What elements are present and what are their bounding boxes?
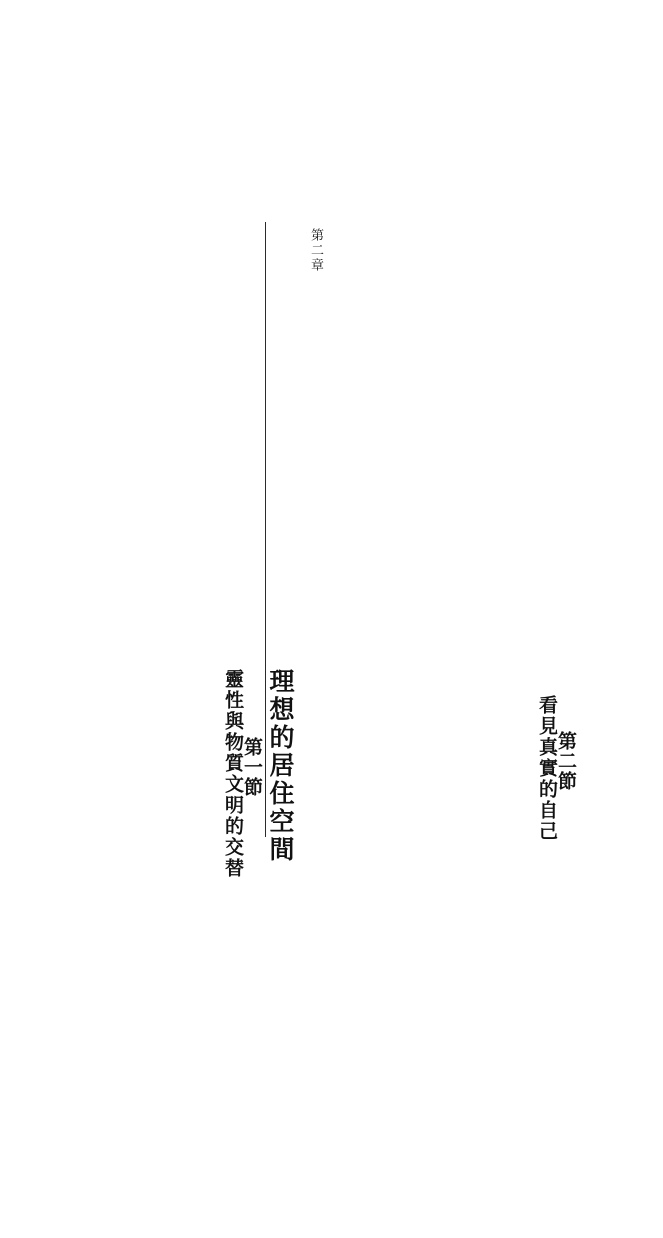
section-title: 看見真實的自己 bbox=[536, 694, 557, 842]
section-title: 靈性與物質文明的交替 bbox=[222, 669, 243, 879]
section-number: 第一節 bbox=[241, 737, 262, 797]
chapter-title-text: 理想的居住空間 bbox=[266, 668, 293, 864]
section-page-number bbox=[0, 306, 223, 1238]
toc-group-chapter2-section1 bbox=[0, 296, 261, 1238]
section-number: 第二節 bbox=[555, 731, 576, 791]
section-heading bbox=[0, 296, 261, 1238]
chapter-number: 第二章 bbox=[309, 228, 324, 273]
